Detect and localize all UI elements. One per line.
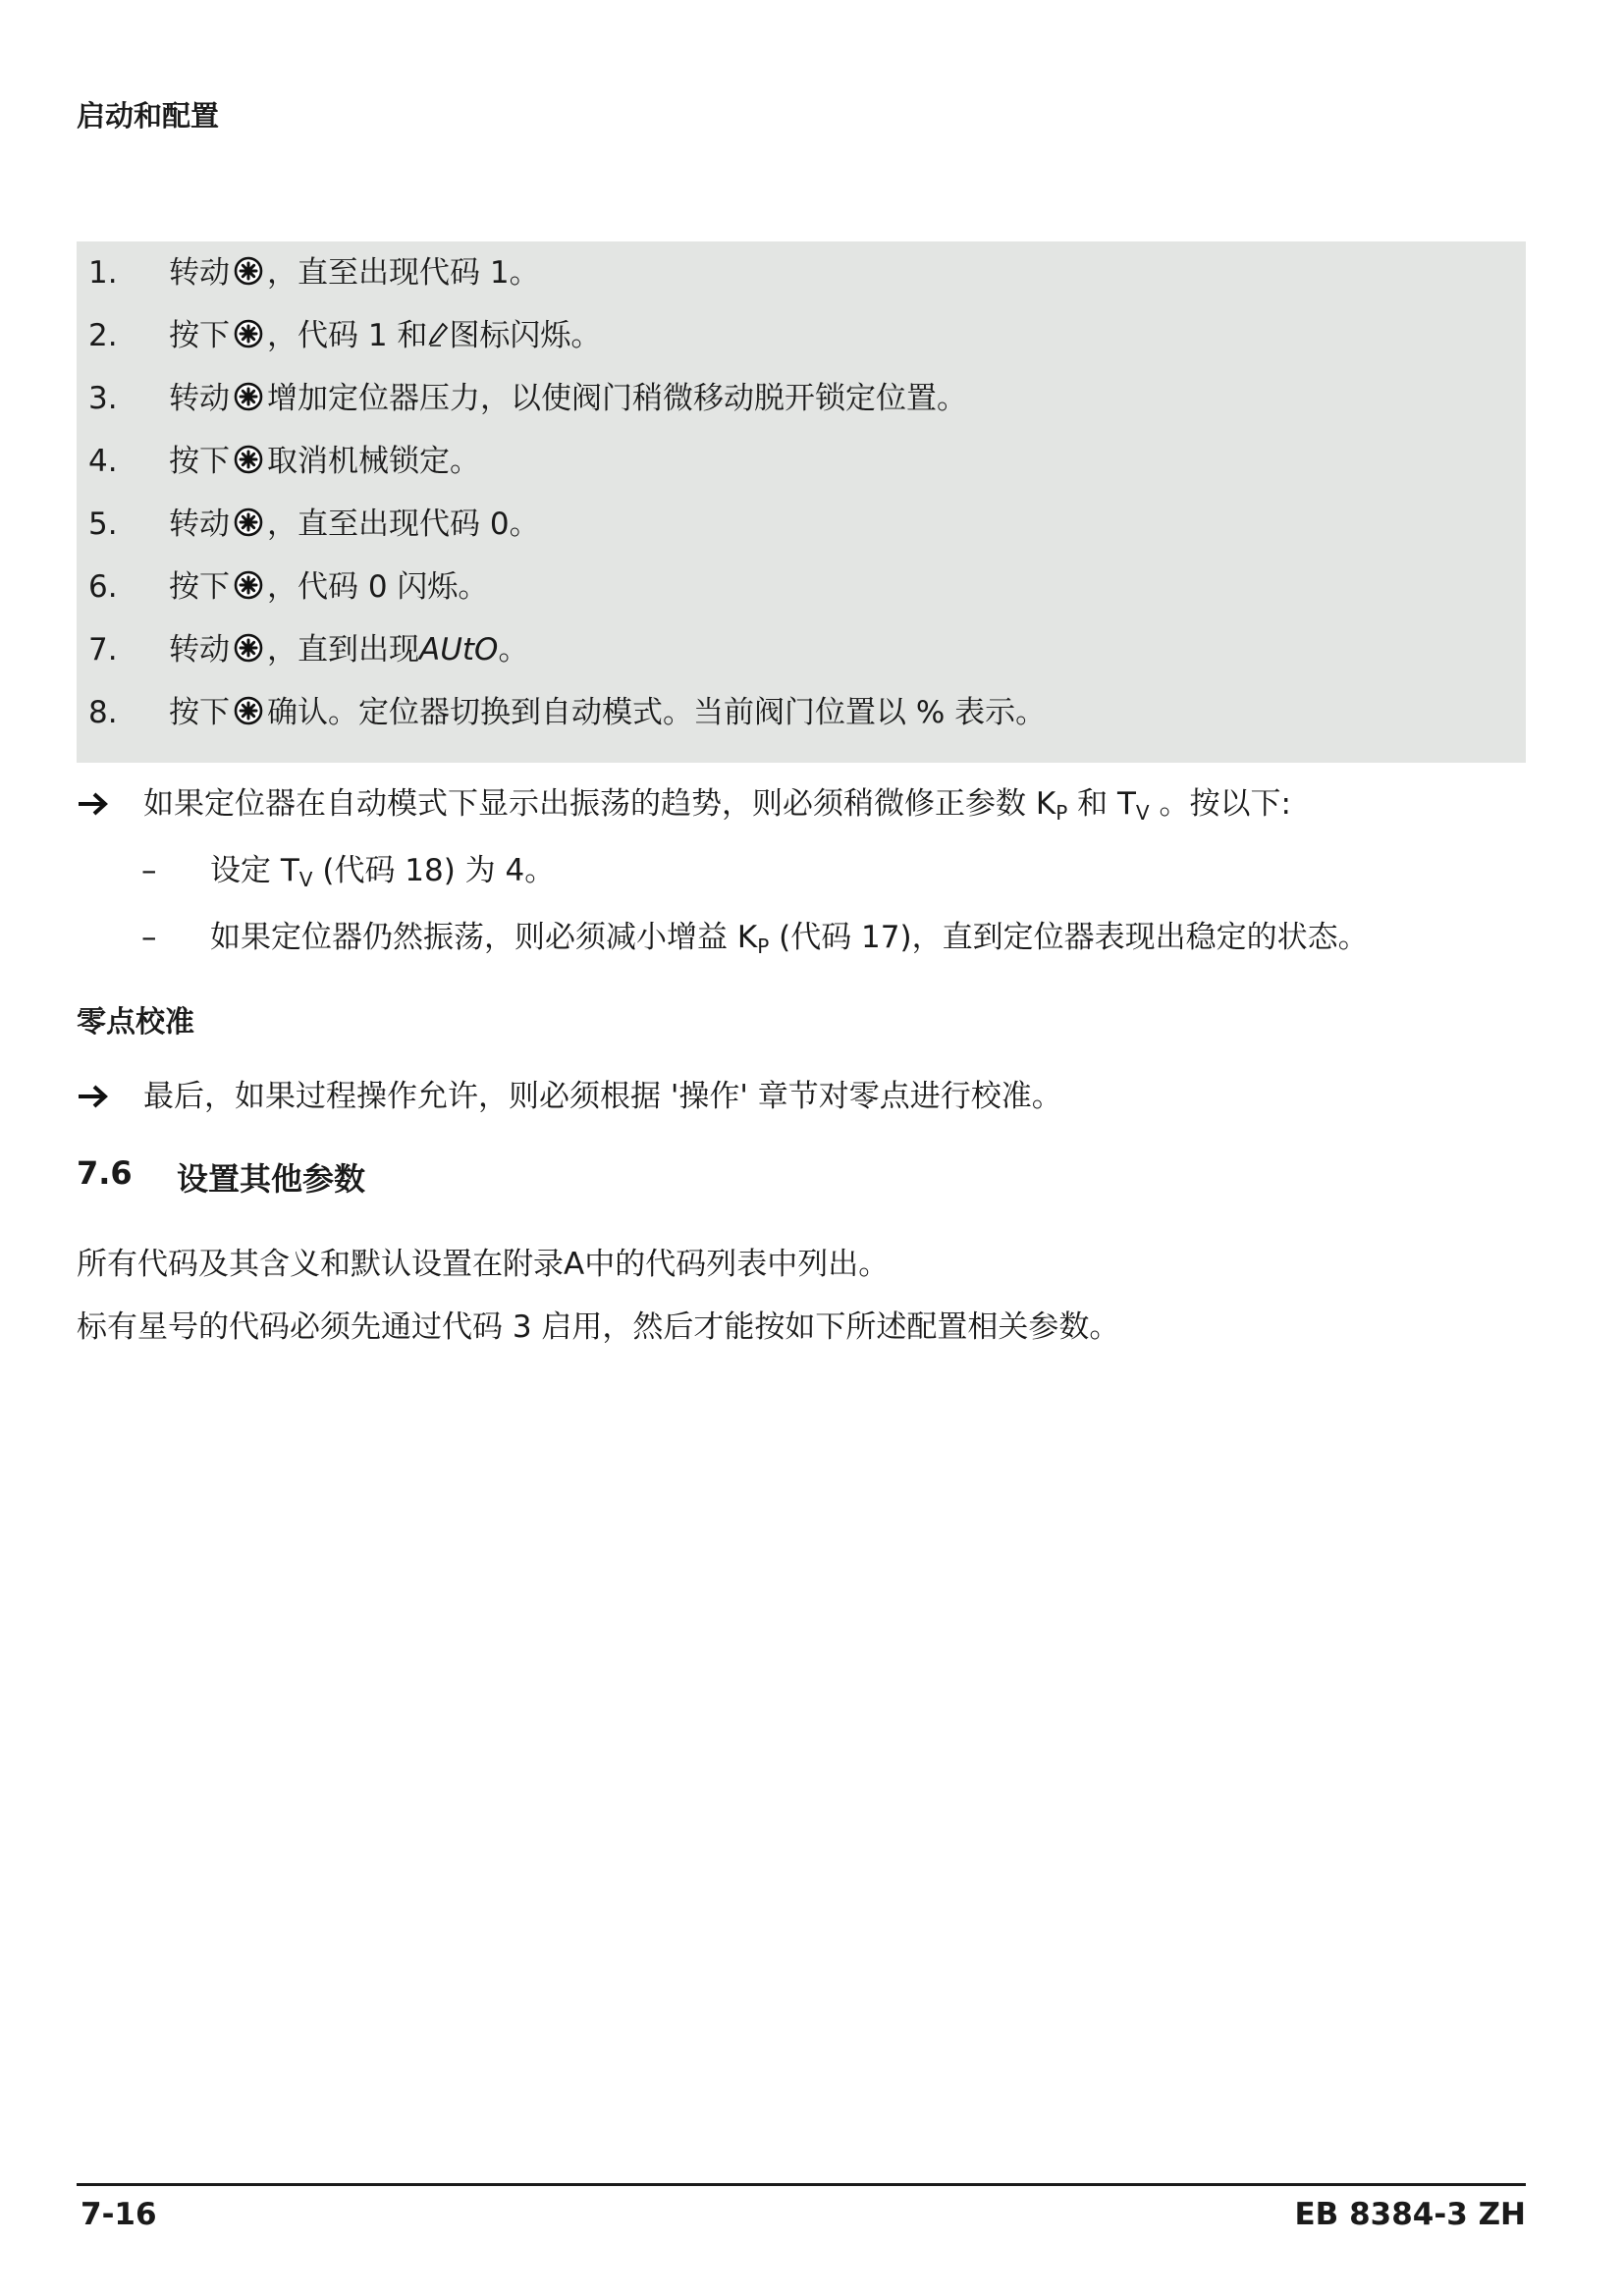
- subscript-p: P: [1056, 801, 1068, 825]
- page-number: 7-16: [81, 2197, 157, 2232]
- rotary-push-button-icon: [234, 256, 263, 286]
- step-description: ，代码 1 和: [267, 318, 428, 353]
- bullet-text: 如果定位器仍然振荡，则必须减小增益 K: [210, 920, 758, 955]
- step-verb: 转动: [169, 632, 230, 667]
- oscillation-note: [77, 779, 1526, 828]
- step-description: ，直至出现代码 1。: [267, 255, 540, 291]
- section-title: 设置其他参数: [177, 1160, 366, 1198]
- step-number: 4.: [88, 444, 118, 479]
- note-text: 和 T: [1077, 786, 1136, 822]
- footer-divider: [77, 2183, 1526, 2186]
- lcd-reading: AUtO: [419, 632, 499, 667]
- subscript-v: V: [1135, 801, 1150, 825]
- bullet-item: [141, 913, 1516, 962]
- step-description-end: 图标闪烁。: [449, 318, 602, 353]
- bullet-dash: –: [141, 920, 157, 955]
- section-number: 7.6: [77, 1154, 133, 1192]
- step-verb: 按下: [169, 318, 230, 353]
- rotary-push-button-icon: [234, 696, 263, 725]
- step-number: 7.: [88, 632, 118, 667]
- step-description: 增加定位器压力，以使阀门稍微移动脱开锁定位置。: [267, 381, 967, 416]
- zero-calibration-heading: 零点校准: [77, 1005, 194, 1040]
- rotary-push-button-icon: [234, 633, 263, 663]
- procedure-steps: [77, 241, 1526, 763]
- step-number: 2.: [88, 318, 118, 353]
- step-description: 取消机械锁定。: [267, 444, 480, 479]
- step-verb: 转动: [169, 381, 230, 416]
- step-number: 6.: [88, 569, 118, 605]
- step-description: 确认。定位器切换到自动模式。当前阀门位置以 % 表示。: [267, 695, 1047, 730]
- rotary-push-button-icon: [234, 507, 263, 537]
- manual-edit-icon: [427, 322, 449, 347]
- right-arrow-icon: [77, 1084, 110, 1109]
- step-number: 3.: [88, 381, 118, 416]
- rotary-push-button-icon: [234, 570, 263, 600]
- subscript-p: P: [757, 934, 770, 958]
- note-text: 最后，如果过程操作允许，则必须根据 '操作' 章节对零点进行校准。: [143, 1079, 1062, 1114]
- page-header: 启动和配置: [77, 99, 220, 133]
- paragraph: 标有星号的代码必须先通过代码 3 启用，然后才能按如下所述配置相关参数。: [77, 1309, 1120, 1345]
- rotary-push-button-icon: [234, 382, 263, 411]
- step-description: ，代码 0 闪烁。: [267, 569, 489, 605]
- right-arrow-icon: [77, 791, 110, 817]
- rotary-push-button-icon: [234, 445, 263, 474]
- step-number: 8.: [88, 695, 118, 730]
- step-verb: 按下: [169, 695, 230, 730]
- step-verb: 按下: [169, 444, 230, 479]
- step-verb: 转动: [169, 255, 230, 291]
- step-number: 1.: [88, 255, 118, 291]
- bullet-dash: –: [141, 853, 157, 888]
- subscript-v: V: [298, 868, 313, 891]
- bullet-text: (代码 17)，直到定位器表现出稳定的状态。: [779, 920, 1369, 955]
- document-code: EB 8384-3 ZH: [1294, 2197, 1526, 2232]
- note-text: 如果定位器在自动模式下显示出振荡的趋势，则必须稍微修正参数 K: [143, 786, 1056, 822]
- step-description-end: 。: [498, 632, 529, 667]
- step-verb: 按下: [169, 569, 230, 605]
- note-text: 。按以下:: [1159, 786, 1291, 822]
- step-verb: 转动: [169, 507, 230, 542]
- step-description: ，直到出现: [267, 632, 419, 667]
- step-description: ，直至出现代码 0。: [267, 507, 540, 542]
- bullet-text: (代码 18) 为 4。: [322, 853, 556, 888]
- paragraph: 所有代码及其含义和默认设置在附录A中的代码列表中列出。: [77, 1247, 890, 1282]
- step-number: 5.: [88, 507, 118, 542]
- rotary-push-button-icon: [234, 319, 263, 348]
- bullet-item: [141, 846, 1516, 895]
- zero-calibration-note: [77, 1072, 1526, 1121]
- bullet-text: 设定 T: [210, 853, 299, 888]
